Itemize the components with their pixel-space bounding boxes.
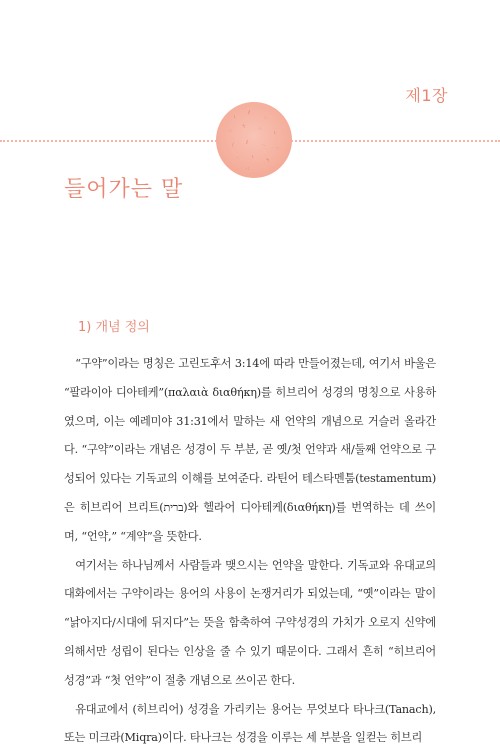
svg-text:⁖: ⁖ — [236, 156, 239, 162]
chapter-title: 들어가는 말 — [64, 177, 184, 202]
svg-text:·:: ·: — [246, 166, 250, 172]
svg-text:ℓ: ℓ — [246, 140, 249, 146]
svg-text:·:: ·: — [228, 128, 232, 134]
svg-text:·.: ·. — [262, 142, 266, 148]
svg-text:ℓ: ℓ — [248, 110, 251, 116]
body-text — [64, 350, 436, 753]
svg-text:ϟ: ϟ — [266, 158, 270, 164]
svg-text:ϟ: ϟ — [242, 124, 246, 130]
chapter-label: 제1장 — [405, 86, 448, 105]
svg-text:∕: ∕ — [232, 142, 234, 148]
paragraph: 유대교에서 (히브리어) 성경을 가리키는 용어는 무엇보다 타나크(Tanach), 또는 미크라(Miqra)이다. 타나크는 성경을 이루는 세 부분을 일컫는 히브리 — [64, 702, 436, 745]
chapter-emblem-icon — [214, 100, 294, 180]
svg-text:∵: ∵ — [276, 146, 280, 152]
svg-text:ι: ι — [252, 154, 254, 160]
svg-text:∴: ∴ — [264, 115, 268, 121]
section-heading: 1) 개념 정의 — [78, 320, 150, 335]
svg-text:⁘: ⁘ — [258, 126, 263, 132]
svg-text:ι: ι — [234, 114, 236, 120]
paragraph: “구약”이라는 명칭은 고린도후서 3:14에 따라 만들어졌는데, 여기서 바울은 “팔라이아 디아테케”(παλαιὰ διαθήκη)를 히브리어 성경의 명칭으로 사용하였으며, 이는 예레미야 31:31에서 말하는 새 언약의 개념으로 거슬러 올라간다. “구약”이라는 개념은 성경이 두 부분, 곧 옛/첫 언약과 새/둘째 언약으로 구성되어 있다는 기독교의 이해를 보여준다. 라틴어 테스타멘툼(testamentum)은 히브리어 브리트(ברית)와 헬라어 디아테케(διαθήκη)를 번역하는 데 쓰이며, “언약,” “계약”을 뜻한다. — [64, 357, 436, 543]
svg-text:ι: ι — [274, 130, 276, 136]
paragraph: 여기서는 하나님께서 사람들과 맺으시는 언약을 말한다. 기독교와 유대교의 대화에서는 구약이라는 용어의 사용이 논쟁거리가 되었는데, “옛”이라는 말이 “낡아지다/시대에 뒤지다”는 뜻을 함축하여 구약성경의 가치가 오로지 신약에 의해서만 성립이 된다는 인상을 줄 수 있기 때문이다. 그래서 흔히 “히브리어 성경”과 “첫 언약”이 절충 개념으로 쓰이곤 한다. — [64, 558, 436, 687]
